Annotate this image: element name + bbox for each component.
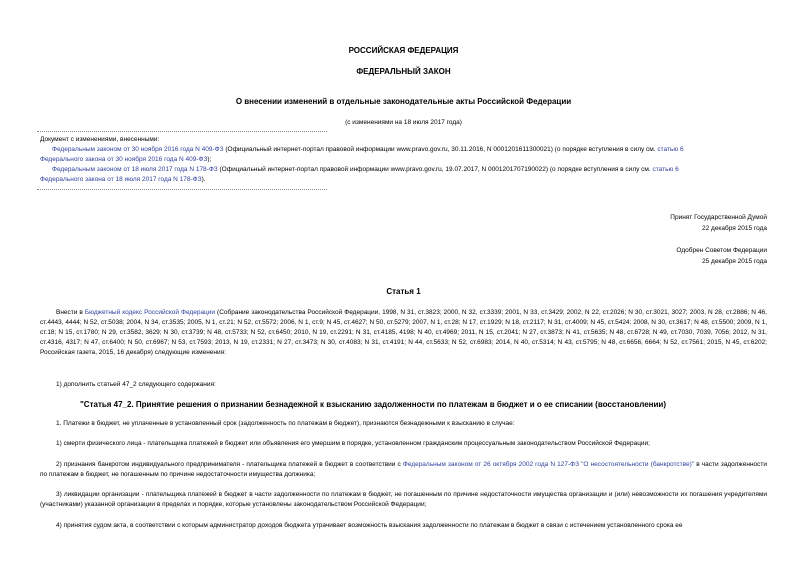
change-item-1 — [40, 145, 770, 155]
para-4 — [40, 490, 767, 510]
paragraph-2: 1) смерти физического лица - плательщика платежей в бюджет или объявления его умершим в порядке, установленном гражданским процессуальным законодательством Российской Федерации; — [56, 440, 650, 447]
para-1 — [40, 419, 767, 429]
duma-adoption — [670, 212, 767, 234]
paragraph-1: 1. Платежи в бюджет, не уплаченные в установленный срок (задолженность по платежам в бюджет), признаются безнадежными к взысканию в случае: — [56, 420, 515, 427]
change-item-2-cont — [40, 175, 770, 185]
item-1: 1) дополнить статьей 47_2 следующего содержания: — [56, 381, 216, 388]
article-1-intro — [40, 308, 767, 358]
change-1-article-link[interactable]: статью 6 — [657, 146, 684, 153]
article-47-2-title: "Статья 47_2. Принятие решения о признании безнадежной к взысканию задолженности по платежам в бюджет и о ее списании (восстановлении) — [80, 400, 666, 409]
article-1-title: Статья 1 — [386, 287, 421, 296]
paragraph-5: 4) принятия судом акта, в соответствии с которым администратор доходов бюджета утрачивает возможность взыскания задолженности по платежам в бюджет в связи с истечением установленного срока ее — [56, 522, 683, 529]
bankruptcy-law-link[interactable]: Федеральным законом от 26 октября 2002 года N 127-ФЗ "О несостоятельности (банкротстве)" — [402, 461, 695, 468]
para-5 — [40, 521, 767, 531]
change-item-1-cont — [40, 155, 770, 165]
change-2-end: ). — [201, 176, 206, 183]
para-3 — [40, 460, 767, 480]
change-2-law-link[interactable]: Федеральным законом от 18 июля 2017 года N 178-ФЗ — [52, 166, 218, 173]
duma-label: Принят Государственной Думой — [670, 214, 767, 221]
change-2-text: (Официальный интернет-портал правовой информации www.pravo.gov.ru, 19.07.2017, N 0001201707190022) (о порядке вступления в силу см. — [217, 166, 653, 173]
country-heading: РОССИЙСКАЯ ФЕДЕРАЦИЯ — [348, 46, 459, 55]
changes-intro: Документ с изменениями, внесенными: — [40, 136, 160, 143]
paragraph-3-post: в части задолженности по платежам в бюджет, не погашенным по причине недостаточности имущества должника; — [40, 461, 768, 478]
revision-note: (с изменениями на 18 июля 2017 года) — [345, 119, 462, 126]
changes-bottom-divider — [37, 189, 327, 190]
law-type-heading: ФЕДЕРАЛЬНЫЙ ЗАКОН — [356, 67, 451, 76]
intro-text: (Собрание законодательства Российской Федерации, 1998, N 31, ст.3823; 2000, N 32, ст.3339; 2001, N 33, ст.3429; 2002, N 22, ст.2026; N 30, ст.3021, 3027; 2003, N 28, ст.2886; N 46, ст.4443, 4444; N 52, ст.5038; 2004, N 34, ст.3535; 2005, N 1, ст.21; N 52, ст.5572; 2006, N 1, ст.9; N 45, ст.4627; N 50, ст.5279; 2007, N 1, ст.28; N 17, ст.1929; N 18, ст.2117; N 31, ст.4009; N 45, ст.5424; 2008, N 30, ст.3617; N 48, ст.5500; 2009, N 1, ст.18; N 15, ст.1780; N 29, ст.3582, 3629; N 30, ст.3739; N 48, ст.5733; N 52, ст.6450; 2010, N 19, ст.2291; N 31, ст.4185, 4198; N 40, ст.4969; 2011, N 15, ст.2041; N 27, ст.3873; N 41, ст.5635; N 48, ст.6728; N 49, ст.7030, 7039, 7056; 2012, N 31, ст.4316, 4317; N 47, ст.6400; N 50, ст.6967; N 53, ст.7593; 2013, N 19, ст.2331; N 27, ст.3473; N 30, ст.4083; N 31, ст.4191; N 44, ст.5633; N 52, ст.6983; 2014, N 40, ст.5314; N 43, ст.5795; N 48, ст.6656, 6664; N 52, ст.7561; 2015, N 45, ст.6202; Российская газета, 2015, 16 декабря) следующие изменения: — [40, 309, 767, 356]
change-2-article-link[interactable]: статью 6 — [652, 166, 679, 173]
para-2 — [40, 439, 767, 449]
change-item-2 — [40, 165, 770, 175]
paragraph-3-pre: 2) признания банкротом индивидуального предпринимателя - плательщика платежей в бюджет в соответствии с — [56, 461, 403, 468]
council-approval — [676, 245, 767, 267]
document-title: О внесении изменений в отдельные законодательные акты Российской Федерации — [235, 97, 572, 106]
paragraph-4: 3) ликвидации организации - плательщика платежей в бюджет в части задолженности по платежам в бюджет, не погашенным по причине недостаточности имущества организации и (или) невозможности их погашения учредителями (участниками) указанной организации в пределах и порядке, которые установлены законодательством Российской Федерации; — [40, 491, 767, 508]
item-1-text — [40, 380, 767, 390]
change-1-text: (Официальный интернет-портал правовой информации www.pravo.gov.ru, 30.11.2016, N 0001201611300021) (о порядке вступления в силу см. — [223, 146, 658, 153]
council-date: 25 декабря 2015 года — [701, 258, 767, 265]
change-1-end: ); — [207, 156, 212, 163]
change-2-article-link-cont[interactable]: Федерального закона от 18 июля 2017 года N 178-ФЗ — [40, 176, 202, 183]
duma-date: 22 декабря 2015 года — [701, 225, 767, 232]
changes-block — [40, 135, 770, 185]
change-1-article-link-cont[interactable]: Федерального закона от 30 ноября 2016 года N 409-ФЗ — [40, 156, 208, 163]
change-1-law-link[interactable]: Федеральным законом от 30 ноября 2016 года N 409-ФЗ — [52, 146, 224, 153]
budget-code-link[interactable]: Бюджетный кодекс Российской Федерации — [84, 309, 216, 316]
intro-pre: Внести в — [56, 309, 85, 316]
changes-top-divider — [37, 131, 327, 132]
council-label: Одобрен Советом Федерации — [676, 247, 767, 254]
